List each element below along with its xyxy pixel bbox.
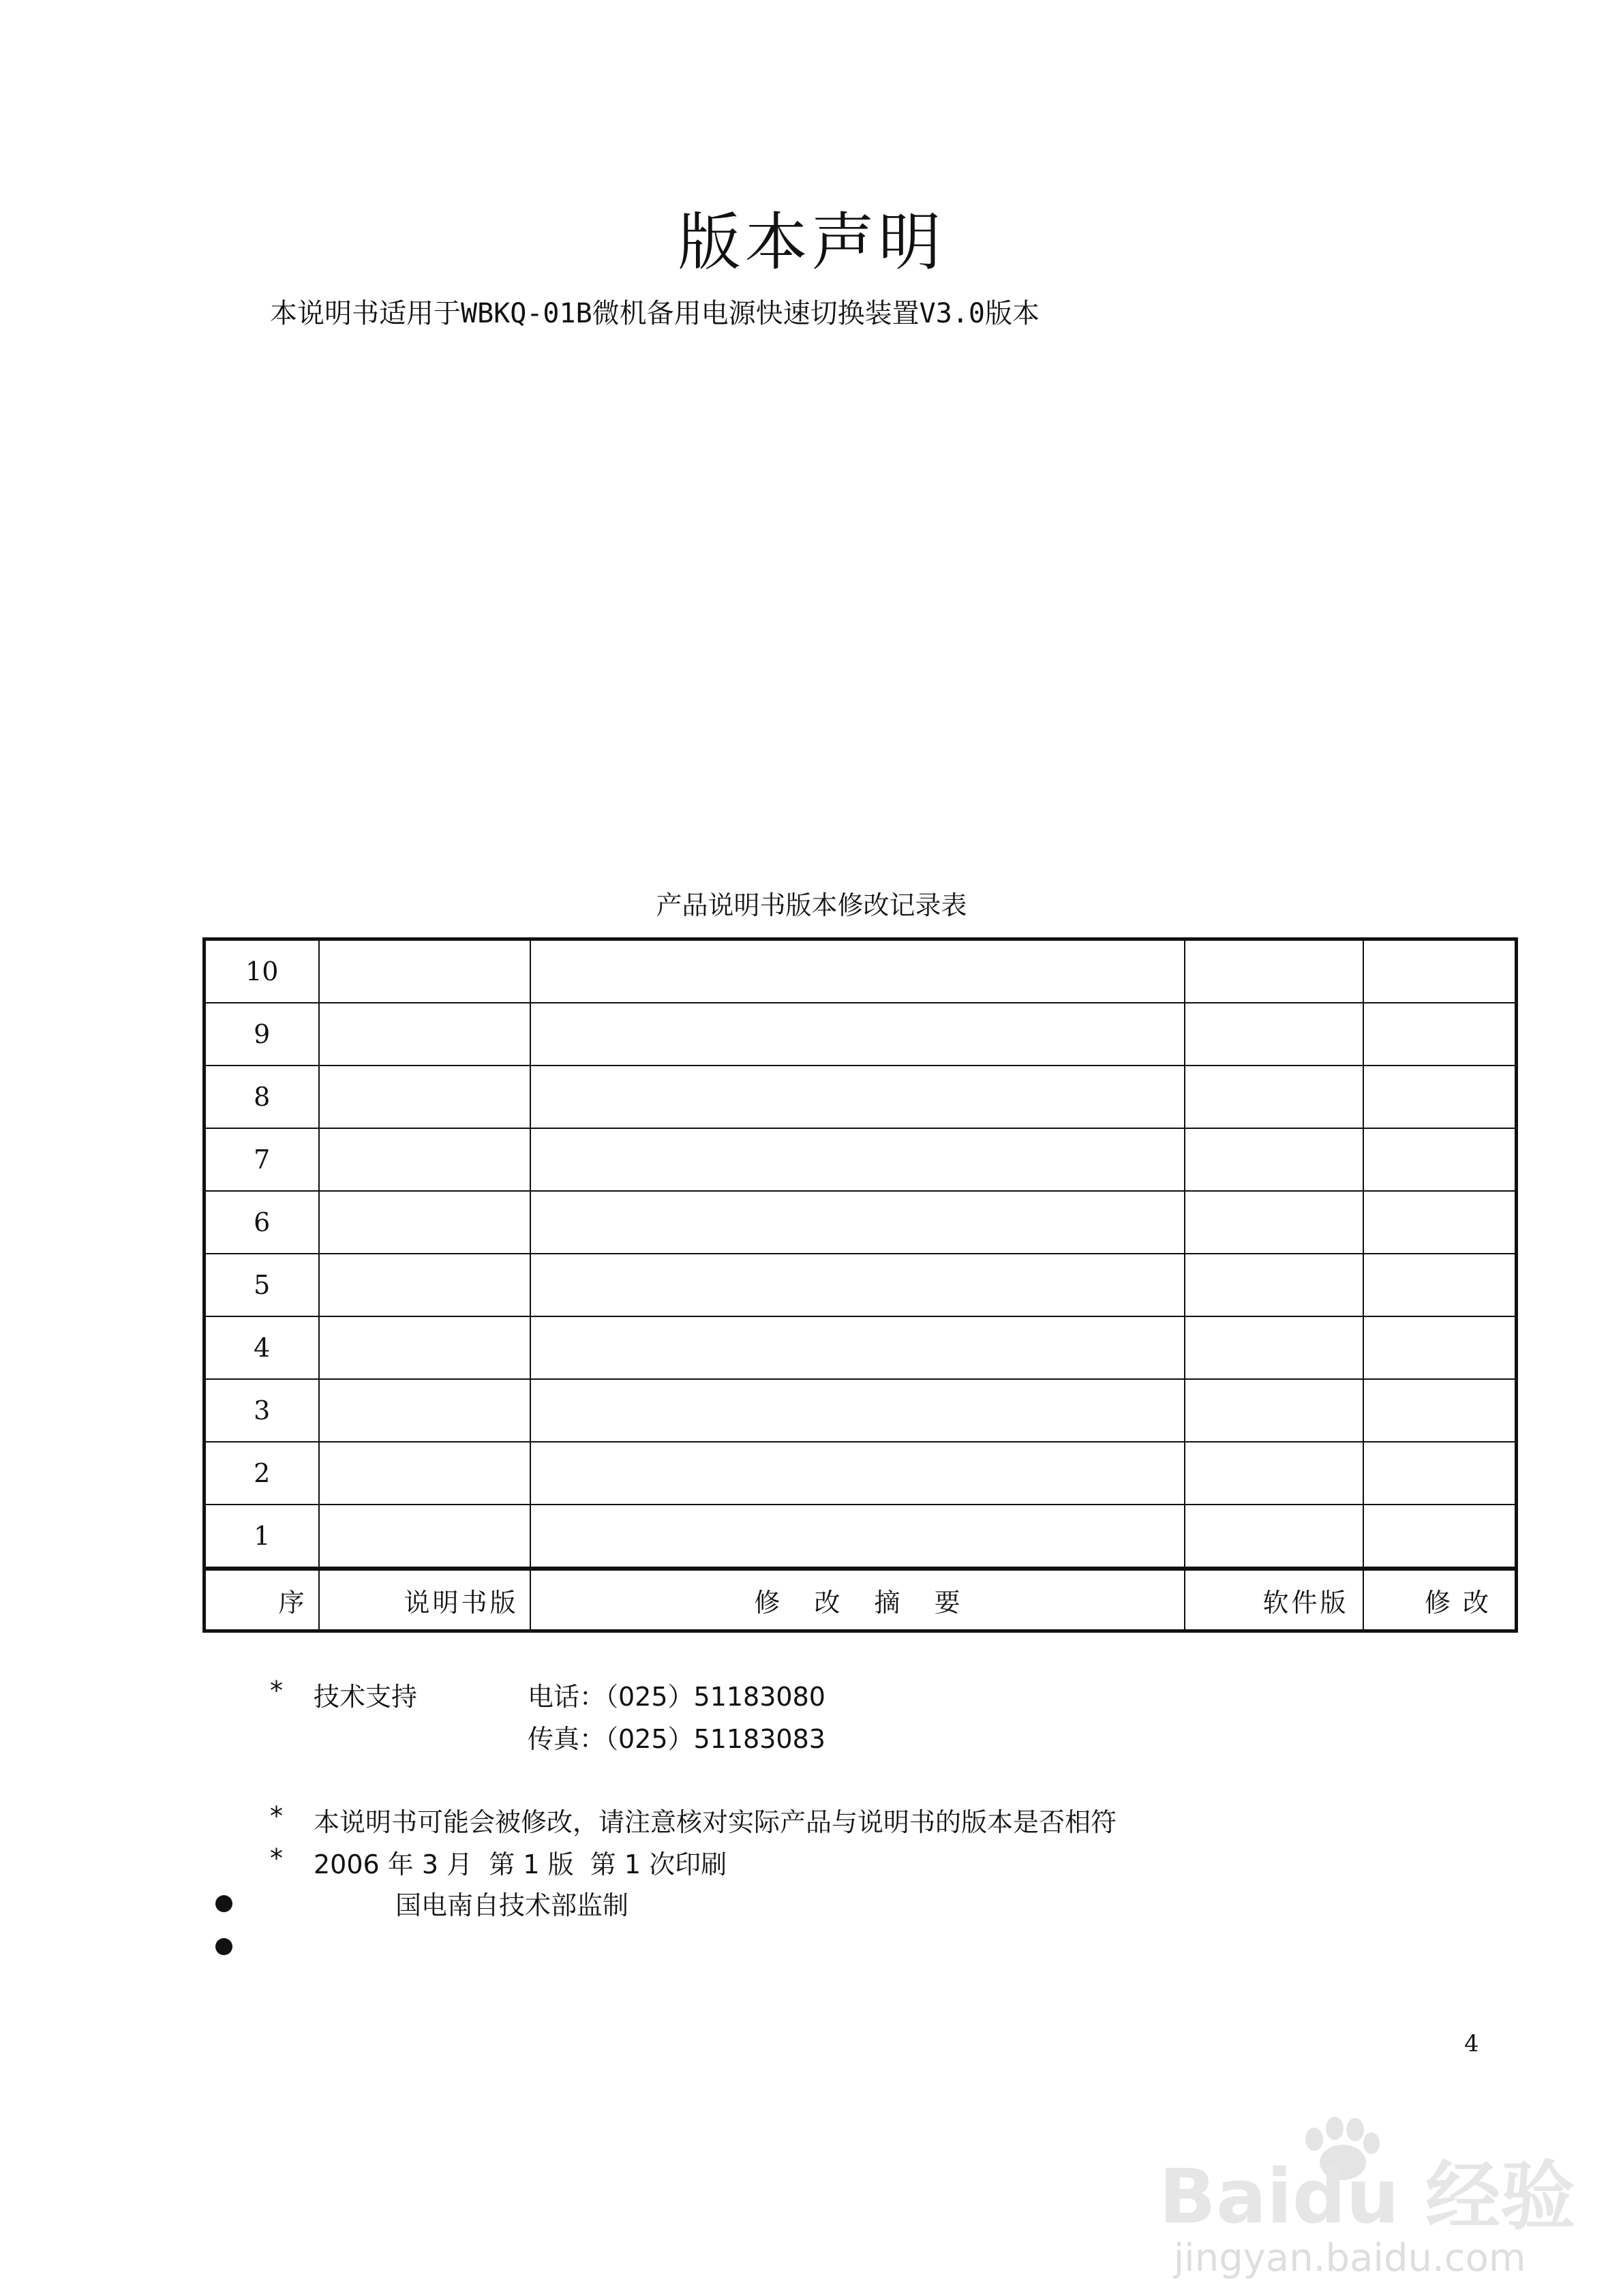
row-manual-version-cell	[319, 1003, 530, 1066]
supervision-text: 国电南自技术部监制	[395, 1890, 629, 1920]
note-marker: *	[270, 1801, 283, 1831]
row-modify-cell	[1363, 1379, 1517, 1442]
table-row	[204, 1505, 1517, 1569]
page-title: 版本声明	[678, 206, 945, 279]
row-software-version-cell	[1185, 1254, 1363, 1316]
row-seq-number: 4	[204, 1316, 319, 1379]
row-manual-version-cell	[319, 1191, 530, 1254]
row-seq-number: 1	[204, 1505, 319, 1569]
row-seq-number: 5	[204, 1254, 319, 1316]
row-software-version-cell	[1185, 1379, 1363, 1442]
row-software-version-cell	[1185, 1505, 1363, 1569]
row-manual-version-cell	[319, 939, 530, 1003]
row-summary-cell	[530, 1379, 1185, 1442]
row-seq-number: 7	[204, 1128, 319, 1191]
row-modify-cell	[1363, 1254, 1517, 1316]
note-revision-warning: 本说明书可能会被修改，请注意核对实际产品与说明书的版本是否相符	[314, 1807, 1117, 1837]
table-row	[204, 1128, 1517, 1191]
row-manual-version-cell	[319, 1128, 530, 1191]
baidu-jingyan-watermark	[1152, 2086, 1576, 2291]
row-summary-cell	[530, 1191, 1185, 1254]
row-summary-cell	[530, 939, 1185, 1003]
row-modify-cell	[1363, 939, 1517, 1003]
row-manual-version-cell	[319, 1254, 530, 1316]
row-summary-cell	[530, 1066, 1185, 1128]
row-summary-cell	[530, 1316, 1185, 1379]
table-row	[204, 1254, 1517, 1316]
row-modify-cell	[1363, 1316, 1517, 1379]
baidu-paw-logo-icon	[1152, 2086, 1576, 2240]
row-software-version-cell	[1185, 1442, 1363, 1505]
watermark-url: jingyan.baidu.com	[1173, 2236, 1526, 2280]
header-seq: 序	[204, 1569, 319, 1631]
row-summary-cell	[530, 1505, 1185, 1569]
row-manual-version-cell	[319, 1066, 530, 1128]
row-modify-cell	[1363, 1191, 1517, 1254]
row-software-version-cell	[1185, 1003, 1363, 1066]
page-number: 4	[1464, 2030, 1479, 2057]
row-manual-version-cell	[319, 1379, 530, 1442]
row-summary-cell	[530, 1254, 1185, 1316]
applicability-statement: 本说明书适用于WBKQ-01B微机备用电源快速切换装置V3.0版本	[270, 298, 1040, 329]
table-row	[204, 1316, 1517, 1379]
bullet-dot	[215, 1895, 232, 1912]
row-modify-cell	[1363, 1442, 1517, 1505]
support-fax: 传真：（025）51183083	[528, 1724, 825, 1754]
row-seq-number: 3	[204, 1379, 319, 1442]
table-row	[204, 1379, 1517, 1442]
row-seq-number: 2	[204, 1442, 319, 1505]
support-label: 技术支持	[314, 1682, 418, 1712]
row-manual-version-cell	[319, 1505, 530, 1569]
header-software-version: 软件版	[1185, 1569, 1363, 1631]
row-modify-cell	[1363, 1128, 1517, 1191]
table-row	[204, 1191, 1517, 1254]
row-modify-cell	[1363, 1066, 1517, 1128]
table-row	[204, 1003, 1517, 1066]
revision-record-table	[202, 937, 1518, 1633]
row-manual-version-cell	[319, 1442, 530, 1505]
row-modify-cell	[1363, 1003, 1517, 1066]
table-header-row	[204, 1569, 1517, 1631]
row-summary-cell	[530, 1003, 1185, 1066]
row-seq-number: 8	[204, 1066, 319, 1128]
row-seq-number: 10	[204, 939, 319, 1003]
row-seq-number: 6	[204, 1191, 319, 1254]
support-marker: *	[270, 1676, 283, 1706]
row-seq-number: 9	[204, 1003, 319, 1066]
table-caption: 产品说明书版本修改记录表	[656, 890, 967, 920]
row-software-version-cell	[1185, 939, 1363, 1003]
table-row	[204, 1442, 1517, 1505]
row-software-version-cell	[1185, 1128, 1363, 1191]
table-row	[204, 1066, 1517, 1128]
row-software-version-cell	[1185, 1316, 1363, 1379]
row-summary-cell	[530, 1442, 1185, 1505]
row-modify-cell	[1363, 1505, 1517, 1569]
support-phone: 电话：（025）51183080	[528, 1682, 825, 1712]
note-marker: *	[270, 1843, 283, 1873]
watermark-logo-text: Baidu 经验	[1159, 2153, 1576, 2240]
header-modify: 修改	[1363, 1569, 1517, 1631]
note-print-info: 2006 年 3 月 第 1 版 第 1 次印刷	[314, 1849, 727, 1879]
bullet-dot	[215, 1938, 232, 1955]
row-manual-version-cell	[319, 1316, 530, 1379]
table-row	[204, 939, 1517, 1003]
header-summary: 修 改 摘 要	[530, 1569, 1185, 1631]
row-software-version-cell	[1185, 1066, 1363, 1128]
row-software-version-cell	[1185, 1191, 1363, 1254]
row-summary-cell	[530, 1128, 1185, 1191]
header-manual-version: 说明书版	[319, 1569, 530, 1631]
